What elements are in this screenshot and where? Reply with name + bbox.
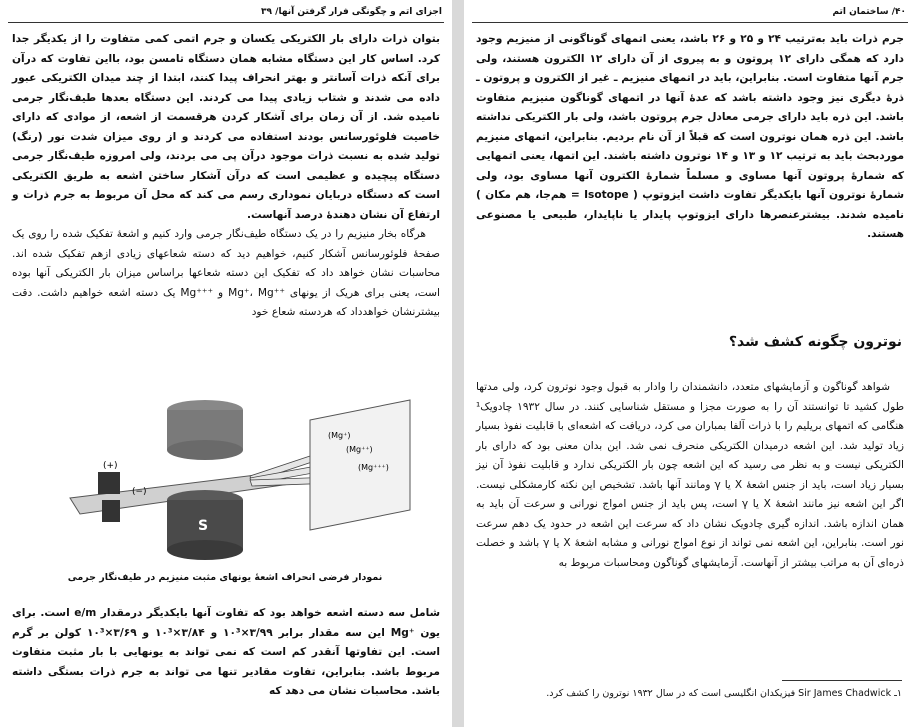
right-body-bottom	[476, 378, 904, 573]
figure-caption: نمودار فرضی انحراف اشعهٔ یونهای مثبت منیزیم در طیف‌نگار جرمی	[67, 572, 383, 583]
magnet-top	[167, 400, 243, 460]
page-header	[10, 7, 442, 21]
plate-negative	[102, 500, 120, 522]
header-rule	[472, 22, 908, 23]
plate-negative-label: (−)	[132, 487, 147, 497]
left-page	[0, 0, 452, 727]
mass-spectrograph-figure	[50, 390, 420, 570]
beam-label: (Mg⁺⁺)	[346, 445, 373, 454]
left-body-top	[12, 30, 440, 323]
left-body-bottom	[12, 604, 440, 702]
paragraph: شامل سه دسته اشعه خواهد بود که تفاوت آنها بایکدیگر درمقدار e/m است. برای یون ‎Mg⁺‎ این سه مقدار برابر ۳/۹۹×۱۰³ و ۳/۸۴×۱۰³ و ۳/۶۹×۱۰³ کولن بر گرم است. این تفاوتها آنقدر کم است که نمی تواند به یونهایی با بار مثبت متفاوت مربوط باشد. بنابراین، تفاوت مقادیر تنها می تواند به جرم ذرات بستگی داشته باشد. محاسبات نشان می دهد که	[12, 607, 441, 697]
right-body-top	[476, 30, 904, 245]
section-heading: نوترون چگونه کشف شد؟	[728, 334, 902, 350]
footnote-rule	[782, 680, 902, 681]
plate-positive-label: (+)	[103, 461, 118, 471]
beam-label: (Mg⁺)	[328, 431, 351, 440]
paragraph: جرم ذرات باید به‌ترتیب ۲۴ و ۲۵ و ۲۶ باشد، یعنی اتمهای گوناگونی از منیزیم وجود دارد که همگی دارای ۱۲ پروتون و به پیروی از آن دارای ۱۲ الکترون هستند، ولی جرم آنها متفاوت است. بنابراین، باید در اتمهای منیزیم ـ غیر از الکترون و پروتون ـ ذرهٔ دیگری نیز وجود داشته باشد که عدهٔ آنها در اتمهای گوناگون منیزیم متفاوت باشد. این ذره باید دارای جرمی معادل جرم پروتون باشد، ولی بار الکتریکی نداشته باشد. این ذره همان نوترون است که قبلاً از آن نام بردیم. بنابراین، اتمهای منیزیم موردبحث باید به ترتیب ۱۲ و ۱۳ و ۱۴ نوترون داشته باشند. این اتمها، یعنی اتمهایی که شمارهٔ پروتون آنها مساوی و مسلماً شمارهٔ الکترون آنها مساوی بود، ولی شمارهٔ نوترون آنها بایکدیگر تفاوت داشت ایزوتوپ ( Isotope = هم‌جا، هم مکان ) نامیده شدند. بیشترعنصرها دارای ایزوتوپ پایدار یا ناپایدار، طبیعی یا مصنوعی هستند.	[476, 33, 905, 240]
paragraph: هرگاه بخار منیزیم را در یک دستگاه طیف‌نگار جرمی وارد کنیم و اشعهٔ تفکیک شده را روی یک صفحهٔ فلوئورسانس آشکار کنیم، خواهیم دید که دسته شعاعهای زیادی ازهم تفکیک شده اند. محاسبات نشان خواهد داد که تفکیک این دسته شعاعها براساس میزان بار الکتریکی آنها بوده است، یعنی برای هریک از یونهای ‎Mg⁺‎، ‎Mg⁺⁺‎ و ‎Mg⁺⁺⁺‎ یک دسته اشعه خواهیم داشت. دقت بیشترنشان خواهدداد که هردسته شعاع خود	[12, 228, 441, 318]
beam-label: (Mg⁺⁺⁺)	[358, 463, 389, 472]
page-header-title: ۴۰/ ساختمان اتم	[832, 7, 906, 17]
page-header-title: اجزای اتم و چگونگی فرار گرفتن آنها/ ۳۹	[261, 7, 442, 17]
paragraph: بتوان ذرات دارای بار الکتریکی یکسان و جرم اتمی کمی متفاوت را از یکدیگر جدا کرد. اساس کار این دستگاه مشابه همان دستگاه تامسن بود، بااین تفاوت که درآن برای آنکه ذرات آسانتر و بهتر انحراف پیدا کنند، ابتدا از چند میدان الکتریکی عبور داده می شدند و شتاب زیادی پیدا می کردند. این دستگاه بعدها طیف‌نگار جرمی نامیده شد. از آن زمان برای آشکار کردن هرقسمت از اشعه، از موادی که دارای خاصیت فلوئورسانس بودند استفاده می کردند و از روی میزان شدت نور (رنگ) تولید شده به نسبت ذرات موجود درآن پی می بردند، ولی امروزه طیف‌نگار جرمی دستگاه پیچیده و عظیمی است که درآن آشکار ساختن اشعه به طریق الکتریکی است که دستگاه دربایان نموداری رسم می کند که محل آن مربوط به جرم ذرات و ارتفاع آن نشان دهندهٔ درصد آنهاست.	[12, 33, 440, 221]
header-rule	[8, 22, 444, 23]
right-page	[464, 0, 916, 727]
plate-positive	[98, 472, 120, 494]
footnote: ۱ـ Sir James Chadwick فیزیکدان انگلیسی است که در سال ۱۹۳۲ نوترون را کشف کرد.	[546, 688, 902, 699]
magnet-s-label: S	[198, 518, 209, 534]
page-header	[474, 7, 906, 21]
paragraph: شواهد گوناگون و آزمایشهای متعدد، دانشمندان را وادار به قبول وجود نوترون کرد، ولی مدتها طول کشید تا توانستند آن را به صورت مجزا و مستقل شناسایی کنند. در سال ۱۹۳۲ چادویک¹ هنگامی که اتمهای بریلیم را با ذرات آلفا بمباران می کرد، دریافت که اشعه‌ای با قابلیت نفوذ بسیار زیاد تولید شد. این اشعه درمیدان الکتریکی منحرف نمی شد. این بدان معنی بود که دارای بار الکتریکی نیست و به نظر می رسید که این اشعه چون بار الکتریکی ندارد و قابلیت نفوذ آن نیز بسیار زیاد است، باید از جنس اشعهٔ X یا γ ومانند آنها باشد. تشخیص این نکته کارمشکلی نیست. اگر این اشعه نیز مانند اشعهٔ X یا γ است، پس باید از جنس امواج نورانی و سرعت آن باید به همان اندازه باشد. اندازه گیری چادویک نشان داد که سرعت این اشعه در حدود یک دهم سرعت نور است. بنابراین، این اشعه نمی تواند از نوع امواج نورانی و مشابه اشعهٔ X یا γ باشد و خصلت ذره‌ای آن به مراتب بیشتر از آنهاست. آزمایشهای گوناگون ومحاسبات مربوط به	[476, 381, 905, 569]
